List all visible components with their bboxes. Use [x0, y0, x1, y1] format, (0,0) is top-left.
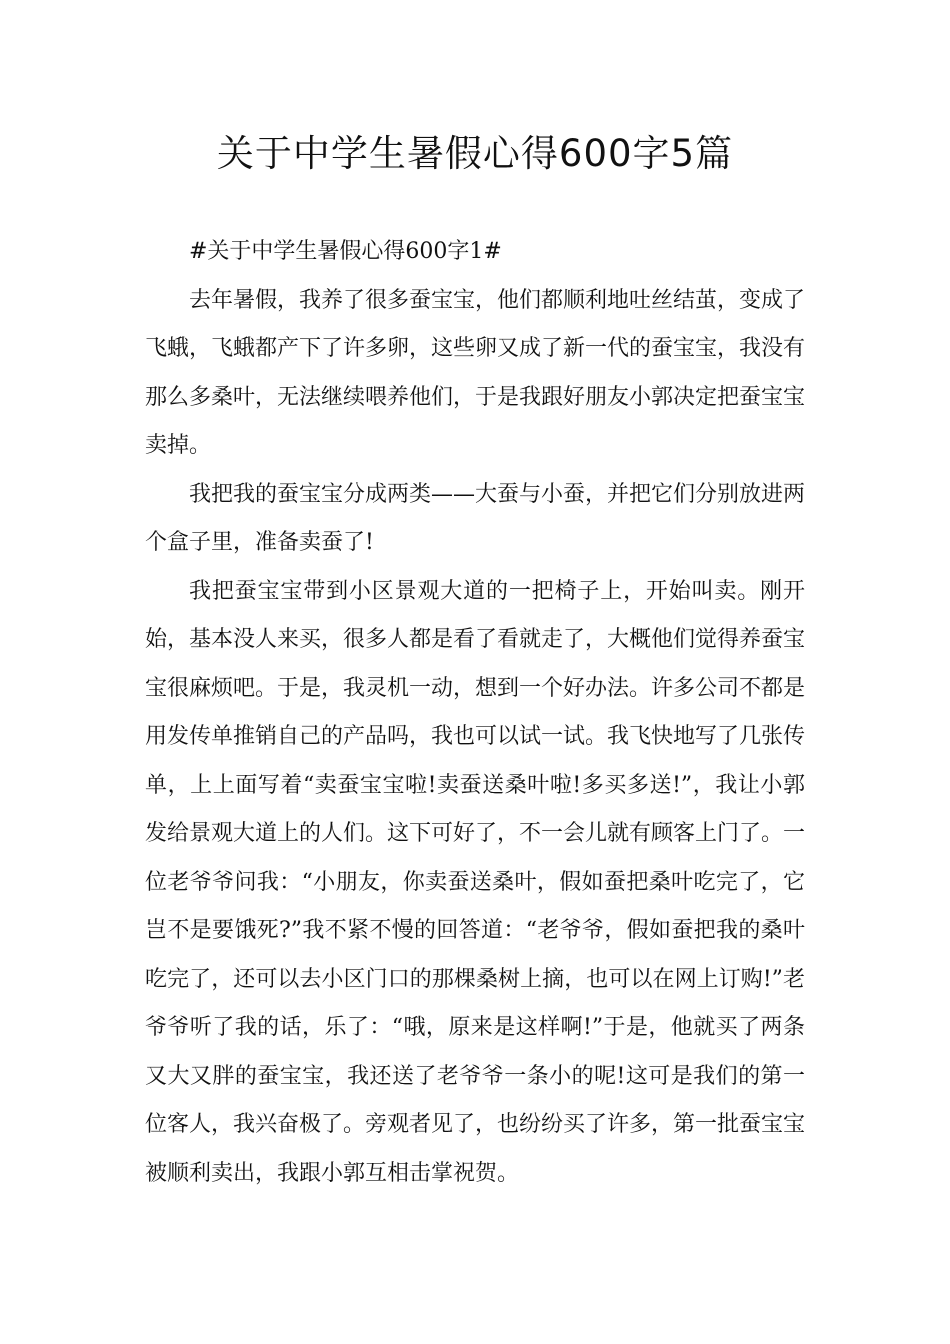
document-title: 关于中学生暑假心得600字5篇 — [216, 132, 734, 175]
paragraph-2: 我把我的蚕宝宝分成两类——大蚕与小蚕，并把它们分别放进两个盒子里，准备卖蚕了! — [145, 481, 806, 555]
document-body — [145, 228, 805, 1198]
paragraph-3: 我把蚕宝宝带到小区景观大道的一把椅子上，开始叫卖。刚开始，基本没人来买，很多人都是看了看就走了，大概他们觉得养蚕宝宝很麻烦吧。于是，我灵机一动，想到一个好办法。许多公司不都是用发传单推销自己的产品吗，我也可以试一试。我飞快地写了几张传单，上上面写着“卖蚕宝宝啦!卖蚕送桑叶啦!多买多送!”，我让小郭发给景观大道上的人们。这下可好了，不一会儿就有顾客上门了。一位老爷爷问我：“小朋友，你卖蚕送桑叶，假如蚕把桑叶吃完了，它岂不是要饿死?”我不紧不慢的回答道：“老爷爷，假如蚕把我的桑叶吃完了，还可以去小区门口的那棵桑树上摘，也可以在网上订购!”老爷爷听了我的话，乐了：“哦，原来是这样啊!”于是，他就买了两条又大又胖的蚕宝宝，我还送了老爷爷一条小的呢!这可是我们的第一位客人，我兴奋极了。旁观者见了，也纷纷买了许多，第一批蚕宝宝被顺利卖出，我跟小郭互相击掌祝贺。 — [145, 578, 806, 1186]
paragraph-1: 去年暑假，我养了很多蚕宝宝，他们都顺利地吐丝结茧，变成了飞蛾，飞蛾都产下了许多卵，这些卵又成了新一代的蚕宝宝，我没有那么多桑叶，无法继续喂养他们，于是我跟好朋友小郭决定把蚕宝宝卖掉。 — [145, 287, 806, 458]
section-heading: #关于中学生暑假心得600字1# — [189, 239, 502, 264]
